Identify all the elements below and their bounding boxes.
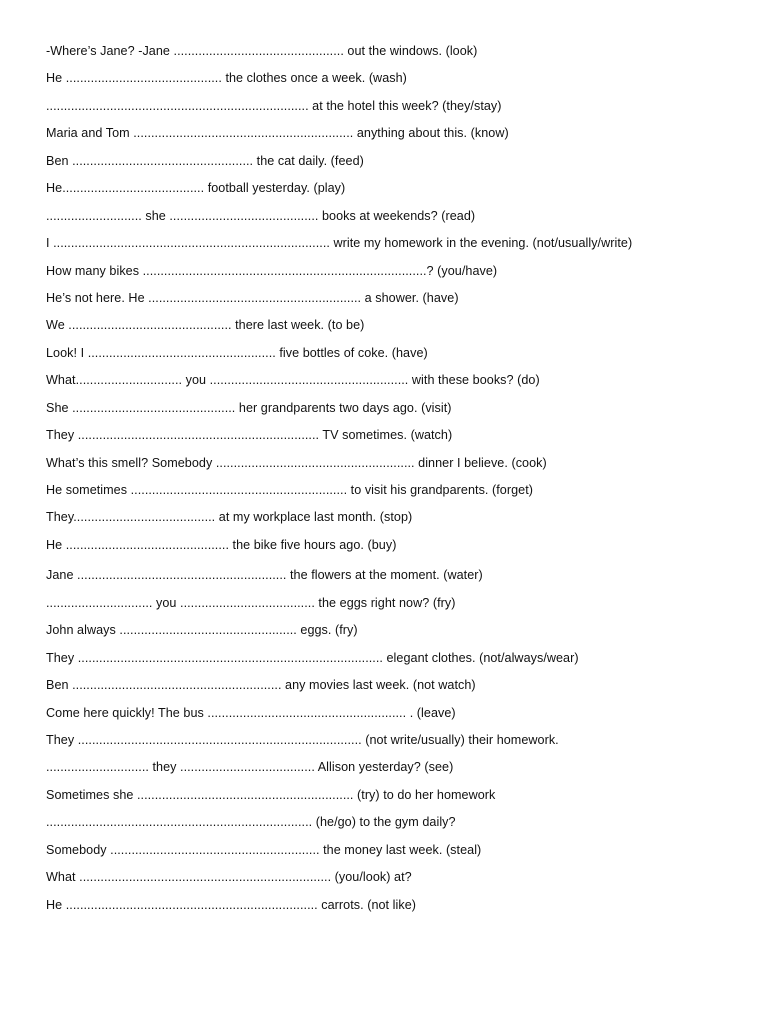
exercise-line: John always .................................................. eggs. (fry) bbox=[46, 623, 358, 638]
exercise-line: -Where’s Jane? -Jane ................................................ out the windows. (look) bbox=[46, 44, 478, 58]
exercise-line: Jane ........................................................... the flowers at the moment. (water) bbox=[46, 568, 483, 583]
exercise-line: They........................................ at my workplace last month. (stop) bbox=[46, 510, 413, 525]
exercise-line: ............................. they ...................................... Allison yesterday? (see) bbox=[46, 760, 454, 775]
exercise-line: He ....................................................................... carrots. (not like) bbox=[46, 897, 416, 912]
exercise-line: They .................................................................... TV sometimes. (watch) bbox=[46, 428, 453, 443]
exercise-line: He........................................ football yesterday. (play) bbox=[46, 181, 346, 196]
exercise-line: She .............................................. her grandparents two days ago. (visit) bbox=[46, 400, 452, 415]
exercise-line: ........................... she .......................................... books at weekends? (read) bbox=[46, 208, 476, 223]
exercise-line: What’s this smell? Somebody ........................................................ dinner I believe. (cook) bbox=[46, 455, 547, 470]
exercise-line: What.............................. you ........................................................ with these books? (do) bbox=[46, 373, 540, 388]
exercise-line: Somebody ........................................................... the money last week. (steal) bbox=[46, 842, 482, 857]
exercise-list bbox=[46, 41, 746, 922]
exercise-line: Sometimes she ............................................................. (try) to do her homework bbox=[46, 787, 496, 802]
exercise-line: He .............................................. the bike five hours ago. (buy) bbox=[46, 537, 397, 552]
exercise-line: How many bikes ................................................................................? (you/have) bbox=[46, 263, 498, 278]
exercise-line: .............................. you ...................................... the eggs right now? (fry) bbox=[46, 595, 456, 610]
exercise-line: .......................................................................... at the hotel this week? (they/stay) bbox=[46, 98, 502, 113]
exercise-line: He ............................................ the clothes once a week. (wash) bbox=[46, 71, 407, 86]
exercise-line: Ben ........................................................... any movies last week. (not watch) bbox=[46, 678, 476, 693]
exercise-line: Come here quickly! The bus ........................................................ . (leave) bbox=[46, 705, 456, 720]
exercise-line: He’s not here. He ............................................................ a shower. (have) bbox=[46, 290, 459, 305]
exercise-line: He sometimes ............................................................. to visit his grandparents. (forget) bbox=[46, 483, 534, 497]
exercise-line: They ................................................................................ (not write/usually) their homework. bbox=[46, 732, 559, 747]
exercise-line: Look! I ..................................................... five bottles of coke. (have) bbox=[46, 345, 428, 360]
exercise-line: Maria and Tom .............................................................. anything about this. (know) bbox=[46, 126, 509, 141]
exercise-line: ........................................................................... (he/go) to the gym daily? bbox=[46, 815, 456, 830]
exercise-line: We .............................................. there last week. (to be) bbox=[46, 318, 365, 333]
exercise-line: They ...................................................................................... elegant clothes. (not/always/wear) bbox=[46, 650, 579, 665]
exercise-line: What ....................................................................... (you/look) at? bbox=[46, 870, 412, 885]
exercise-line: I .............................................................................. write my homework in the evening. (not/usually/write) bbox=[46, 236, 633, 251]
exercise-line: Ben ................................................... the cat daily. (feed) bbox=[46, 153, 364, 168]
